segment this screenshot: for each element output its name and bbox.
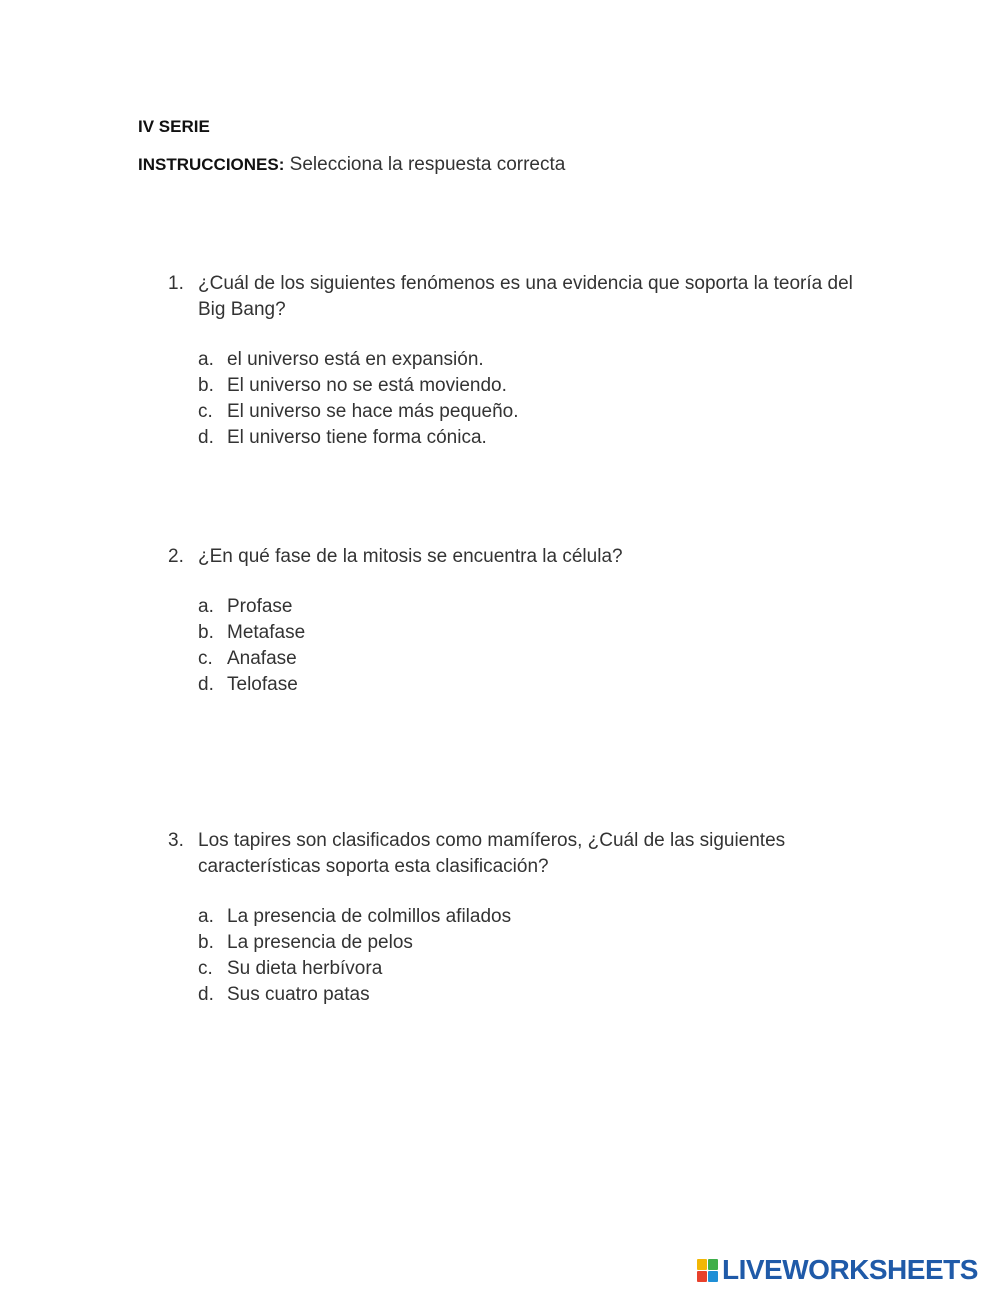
question-text: ¿En qué fase de la mitosis se encuentra la célula? bbox=[198, 546, 623, 567]
option-text: Su dieta herbívora bbox=[227, 958, 383, 979]
logo-block bbox=[697, 1259, 707, 1270]
option-text: La presencia de colmillos afilados bbox=[227, 906, 512, 927]
question-number: 3. bbox=[168, 830, 184, 851]
option-list bbox=[198, 594, 868, 698]
option-d[interactable] bbox=[198, 982, 868, 1008]
option-list bbox=[198, 904, 868, 1008]
option-d[interactable] bbox=[198, 425, 868, 451]
option-b[interactable] bbox=[198, 930, 868, 956]
option-letter: b. bbox=[198, 622, 214, 643]
option-text: El universo tiene forma cónica. bbox=[227, 427, 487, 448]
option-b[interactable] bbox=[198, 373, 868, 399]
option-c[interactable] bbox=[198, 956, 868, 982]
option-c[interactable] bbox=[198, 399, 868, 425]
option-a[interactable] bbox=[198, 594, 868, 620]
series-title: IV SERIE bbox=[138, 117, 210, 136]
option-text: el universo está en expansión. bbox=[227, 349, 484, 370]
option-letter: c. bbox=[198, 648, 213, 669]
option-letter: d. bbox=[198, 427, 214, 448]
option-letter: c. bbox=[198, 401, 213, 422]
instructions-label: INSTRUCCIONES: bbox=[138, 155, 285, 174]
option-b[interactable] bbox=[198, 620, 868, 646]
option-a[interactable] bbox=[198, 347, 868, 373]
option-text: Anafase bbox=[227, 648, 297, 669]
option-c[interactable] bbox=[198, 646, 868, 672]
option-a[interactable] bbox=[198, 904, 868, 930]
option-letter: d. bbox=[198, 674, 214, 695]
option-text: El universo se hace más pequeño. bbox=[227, 401, 519, 422]
option-text: La presencia de pelos bbox=[227, 932, 413, 953]
question-1 bbox=[168, 271, 868, 451]
option-letter: d. bbox=[198, 984, 214, 1005]
option-text: Profase bbox=[227, 596, 293, 617]
logo-block bbox=[708, 1259, 718, 1270]
option-text: Telofase bbox=[227, 674, 298, 695]
option-letter: b. bbox=[198, 932, 214, 953]
question-text: Los tapires son clasificados como mamíferos, ¿Cuál de las siguientes características soporta esta clasificación? bbox=[198, 830, 786, 877]
question-3 bbox=[168, 828, 868, 1008]
instructions-text: Selecciona la respuesta correcta bbox=[284, 154, 566, 175]
question-2 bbox=[168, 544, 868, 698]
option-letter: a. bbox=[198, 596, 214, 617]
option-letter: c. bbox=[198, 958, 213, 979]
option-text: Metafase bbox=[227, 622, 306, 643]
option-letter: a. bbox=[198, 349, 214, 370]
liveworksheets-logo bbox=[697, 1255, 978, 1285]
question-number: 1. bbox=[168, 273, 184, 294]
logo-blocks-icon bbox=[697, 1259, 718, 1282]
logo-block bbox=[708, 1271, 718, 1282]
option-d[interactable] bbox=[198, 672, 868, 698]
option-letter: b. bbox=[198, 375, 214, 396]
option-letter: a. bbox=[198, 906, 214, 927]
option-text: El universo no se está moviendo. bbox=[227, 375, 507, 396]
logo-block bbox=[697, 1271, 707, 1282]
option-text: Sus cuatro patas bbox=[227, 984, 370, 1005]
instructions bbox=[138, 154, 565, 176]
logo-text: LIVEWORKSHEETS bbox=[722, 1254, 978, 1285]
question-number: 2. bbox=[168, 546, 184, 567]
question-text: ¿Cuál de los siguientes fenómenos es una evidencia que soporta la teoría del Big Bang? bbox=[198, 273, 853, 320]
option-list bbox=[198, 347, 868, 451]
